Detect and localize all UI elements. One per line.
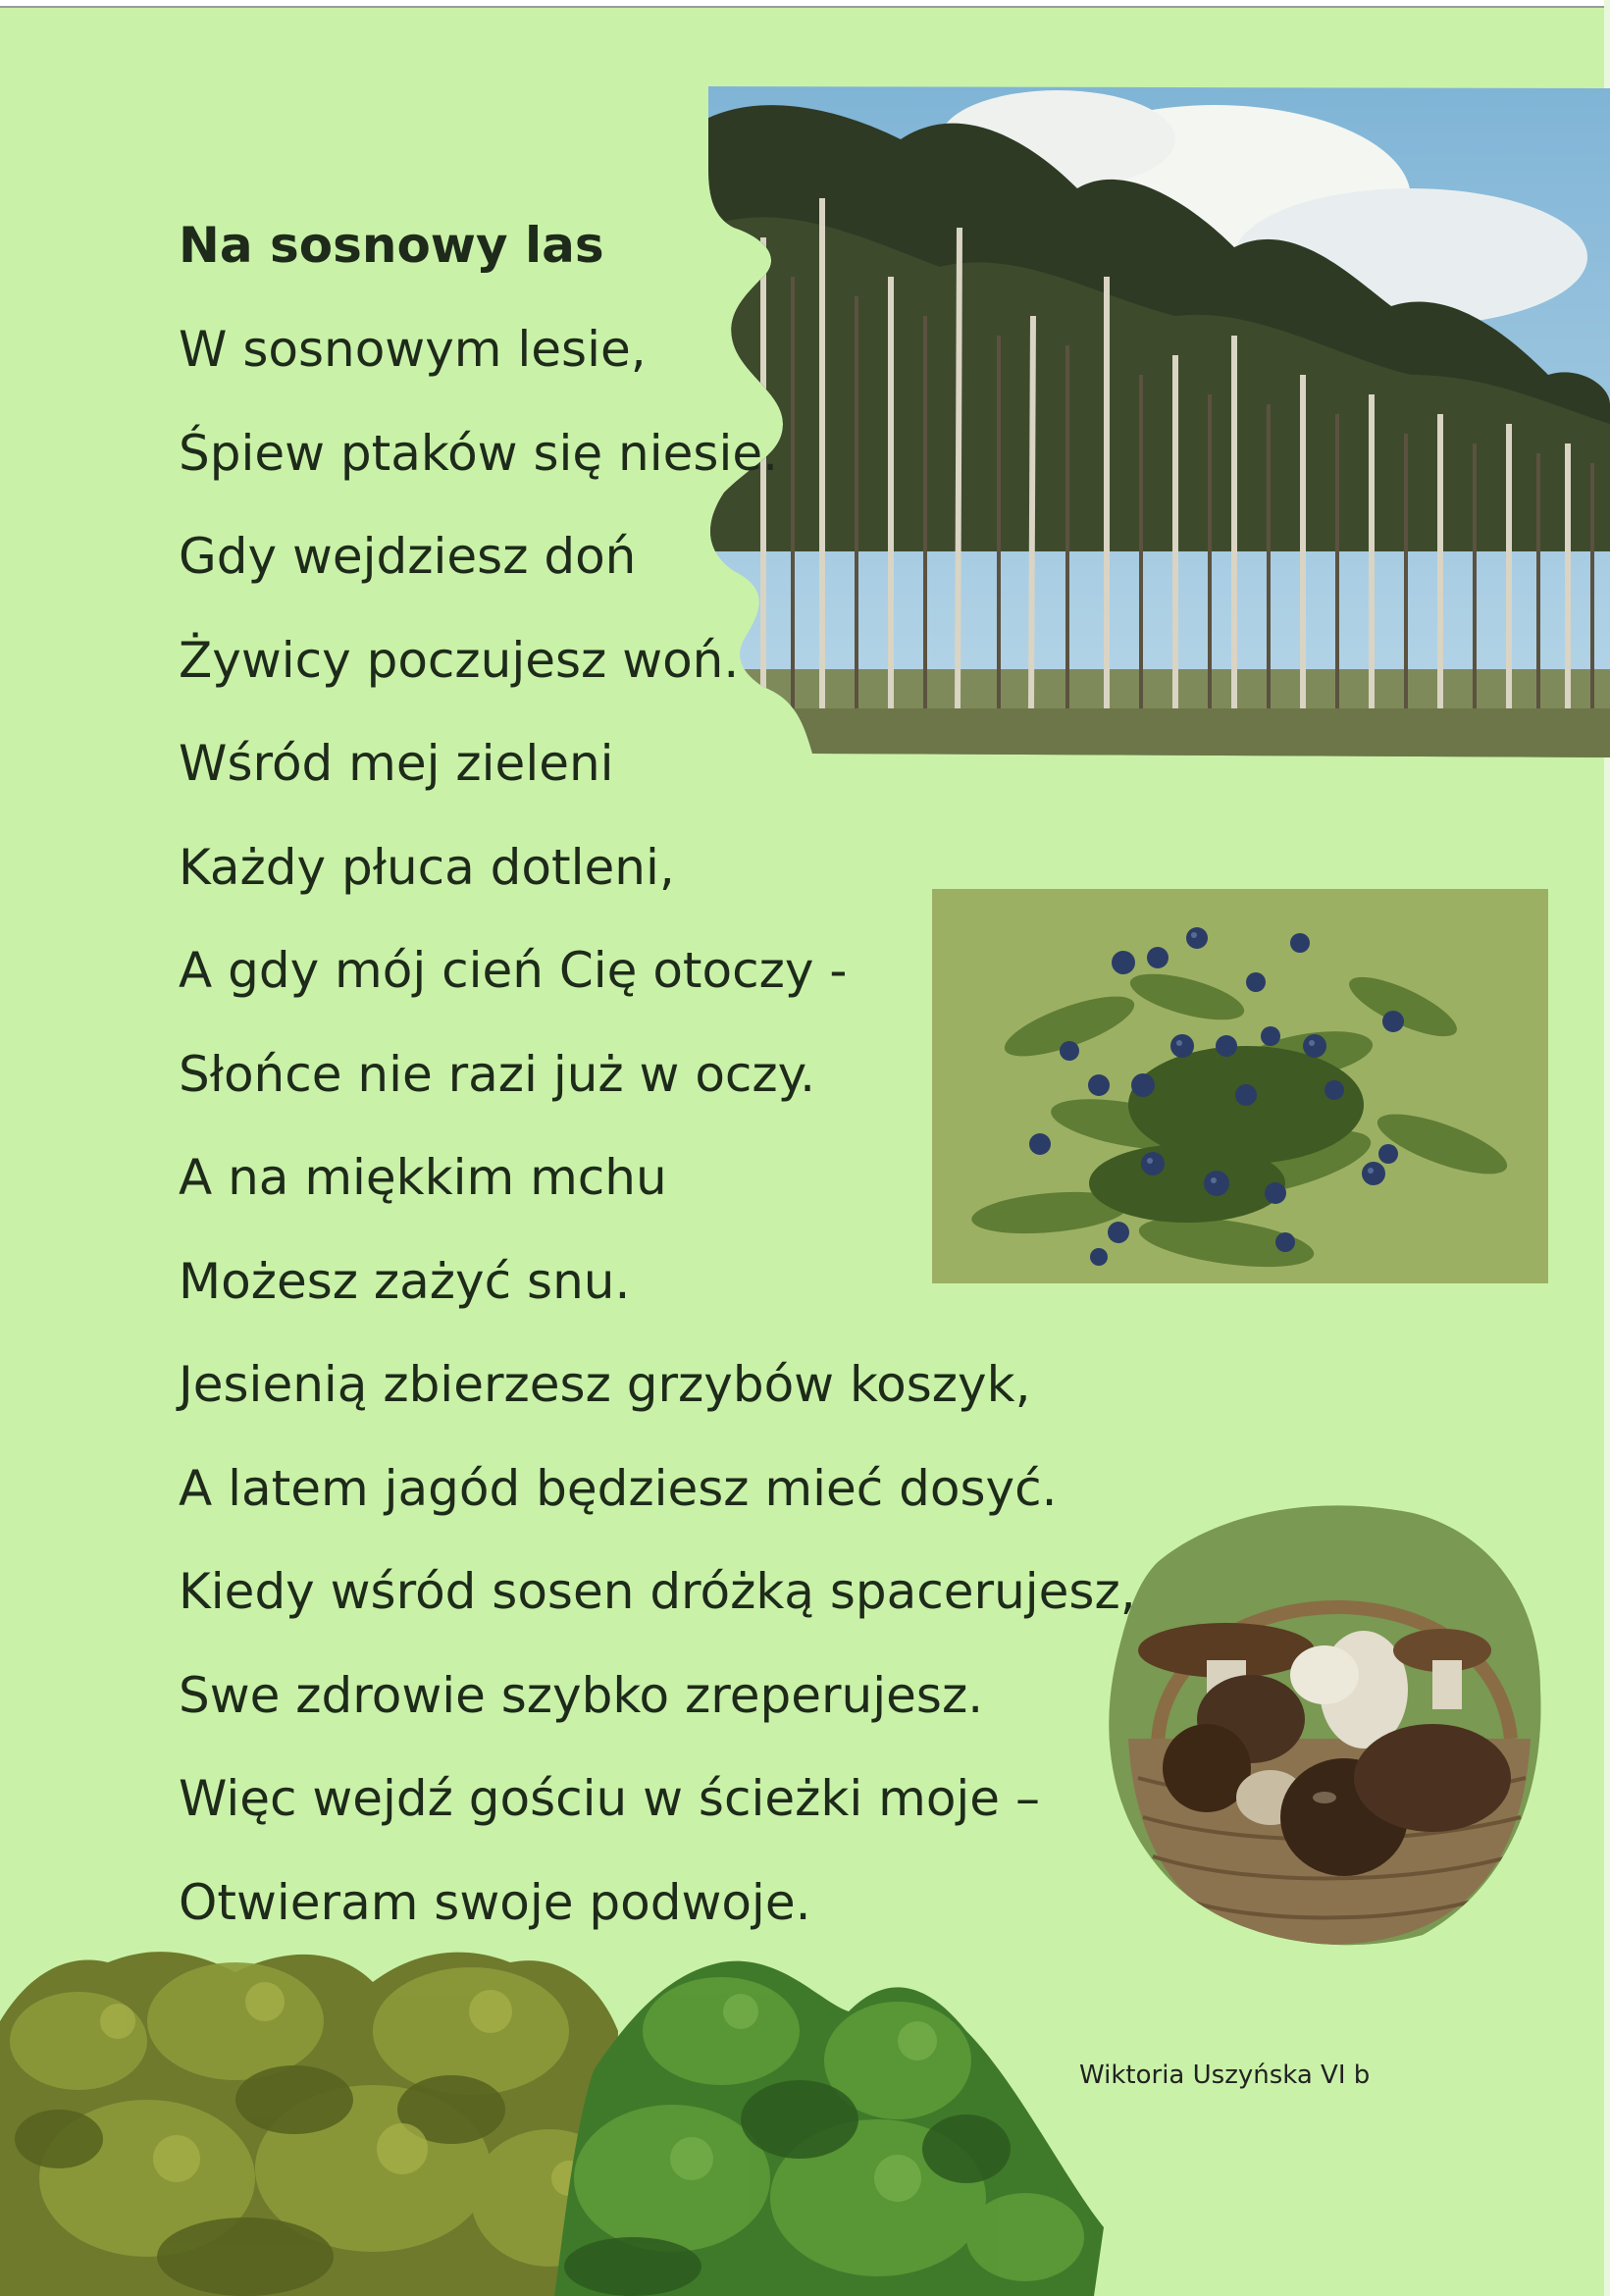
poem-line: Słońce nie razi już w oczy. — [179, 1045, 816, 1103]
poem-line: Swe zdrowie szybko zreperujesz. — [179, 1666, 984, 1724]
poem — [179, 206, 1258, 1955]
poem-line: Kiedy wśród sosen dróżką spacerujesz, — [179, 1563, 1136, 1620]
moss-picture-right — [554, 1953, 1104, 2296]
poem-title: Na sosnowy las — [179, 217, 604, 274]
poem-line: Więc wejdź gościu w ścieżki moje – — [179, 1770, 1040, 1827]
author-signature: Wiktoria Uszyńska VI b — [1079, 2061, 1371, 2090]
poem-line: W sosnowym lesie, — [179, 321, 647, 378]
poem-line: A na miękkim mchu — [179, 1149, 667, 1206]
poem-line: Gdy wejdziesz doń — [179, 528, 637, 585]
scan-edge-top — [0, 0, 1610, 12]
poem-line: A gdy mój cień Cię otoczy - — [179, 942, 848, 999]
poem-line: Żywicy poczujesz woń. — [179, 631, 740, 689]
moss-picture-left — [0, 1943, 618, 2296]
poem-line: Otwieram swoje podwoje. — [179, 1873, 811, 1931]
poem-line: A latem jagód będziesz mieć dosyć. — [179, 1459, 1058, 1517]
poem-line: Wśród mej zieleni — [179, 735, 614, 792]
poem-line: Śpiew ptaków się niesie. — [179, 424, 778, 482]
poem-line: Możesz zażyć snu. — [179, 1252, 631, 1310]
poem-line: Każdy płuca dotleni, — [179, 838, 675, 896]
poem-line: Jesienią zbierzesz grzybów koszyk, — [179, 1356, 1031, 1413]
